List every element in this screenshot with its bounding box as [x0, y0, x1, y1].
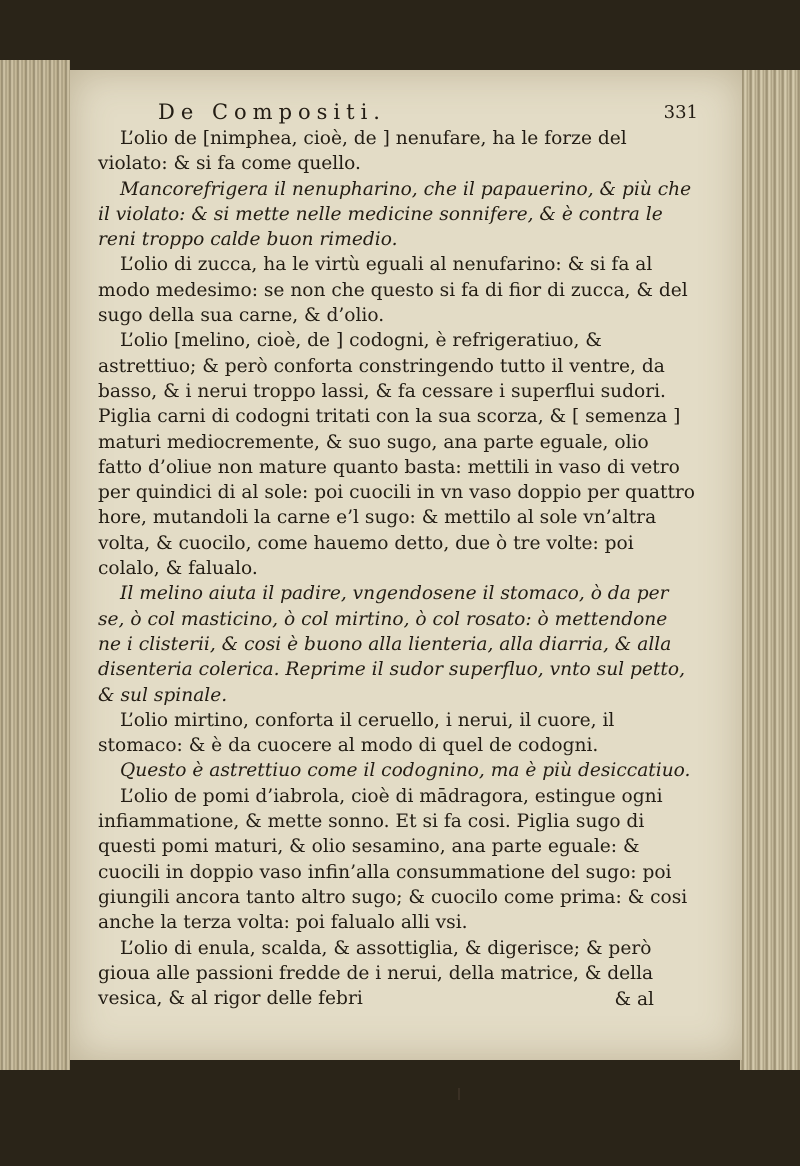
page-number: 331 — [663, 102, 698, 123]
ink-mark — [458, 1088, 460, 1100]
catchword: & al — [614, 989, 654, 1010]
paragraph-olio-melino: L’olio [melino, cioè, de ] codogni, è refrigeratiuo, & astrettiuo; & però conforta constringendo tutto il ventre, da basso, & i nerui troppo lassi, & fa cessare i superflui sudori. Piglia carni di codogni tritati con la sua scorza, & [ semenza ] maturi mediocremente, & suo sugo, ana parte eguale, olio fatto d’oliue non mature quanto basta: mettili in vaso di vetro per quindici di al sole: poi cuocili in vn vaso doppio per quattro hore, mutandoli la carne e’l sugo: & mettilo al sole vn’altra volta, & cuocilo, come hauemo detto, due ò tre volte: poi colalo, & falualo. — [98, 330, 695, 580]
right-page-edges — [740, 70, 800, 1070]
annotation-mirtino: Questo è astrettiuo come il codognino, ma è più desiccatiuo. — [120, 760, 691, 782]
annotation-nenupharino: Mancorefrigera il nenupharino, che il papauerino, & più che il violato: & si mette nelle medicine sonnifere, & è contra le reni troppo calde buon rimedio. — [98, 178, 692, 251]
annotation-melino: Il melino aiuta il padire, vngendosene il stomaco, ò da per se, ò col masticino, ò col mirtino, ò col rosato: ò mettendone ne i clisterii, & cosi è buono alla lienteria, alla diarria, & alla disenteria colerica. Reprime il sudor superfluo, vnto sul petto, & sul spinale. — [98, 583, 685, 706]
body-text — [98, 126, 696, 1011]
paragraph-olio-nimphea: L’olio de [nimphea, cioè, de ] nenufare, ha le forze del violato: & si fa come quello. — [98, 128, 627, 175]
paragraph-olio-mandragora: L’olio de pomi d’iabrola, cioè di mādragora, estingue ogni infiammatione, & mette sonno. Et si fa cosi. Piglia sugo di questi pomi maturi, & olio sesamino, ana parte eguale: & cuocili in doppio vaso infin’alla consummatione del sugo: poi giungili ancora tanto altro sugo; & cuocilo come prima: & cosi anche la terza volta: poi falualo alli vsi. — [98, 785, 688, 934]
paragraph-olio-mirtino: L’olio mirtino, conforta il ceruello, i nerui, il cuore, il stomaco: & è da cuocere al modo di quel de codogni. — [98, 709, 615, 757]
running-title: De Compositi. — [158, 100, 386, 124]
paragraph-olio-zucca: L’olio di zucca, ha le virtù eguali al nenufarino: & si fa al modo medesimo: se non che questo si fa di fior di zucca, & del sugo della sua carne, & d’olio. — [98, 254, 688, 327]
left-page-edges — [0, 60, 70, 1070]
book-page — [70, 70, 742, 1060]
paragraph-olio-enula: L’olio di enula, scalda, & assottiglia, & digerisce; & però gioua alle passioni fredde de i nerui, della matrice, & della vesica, & al rigor delle febri — [98, 937, 654, 1010]
